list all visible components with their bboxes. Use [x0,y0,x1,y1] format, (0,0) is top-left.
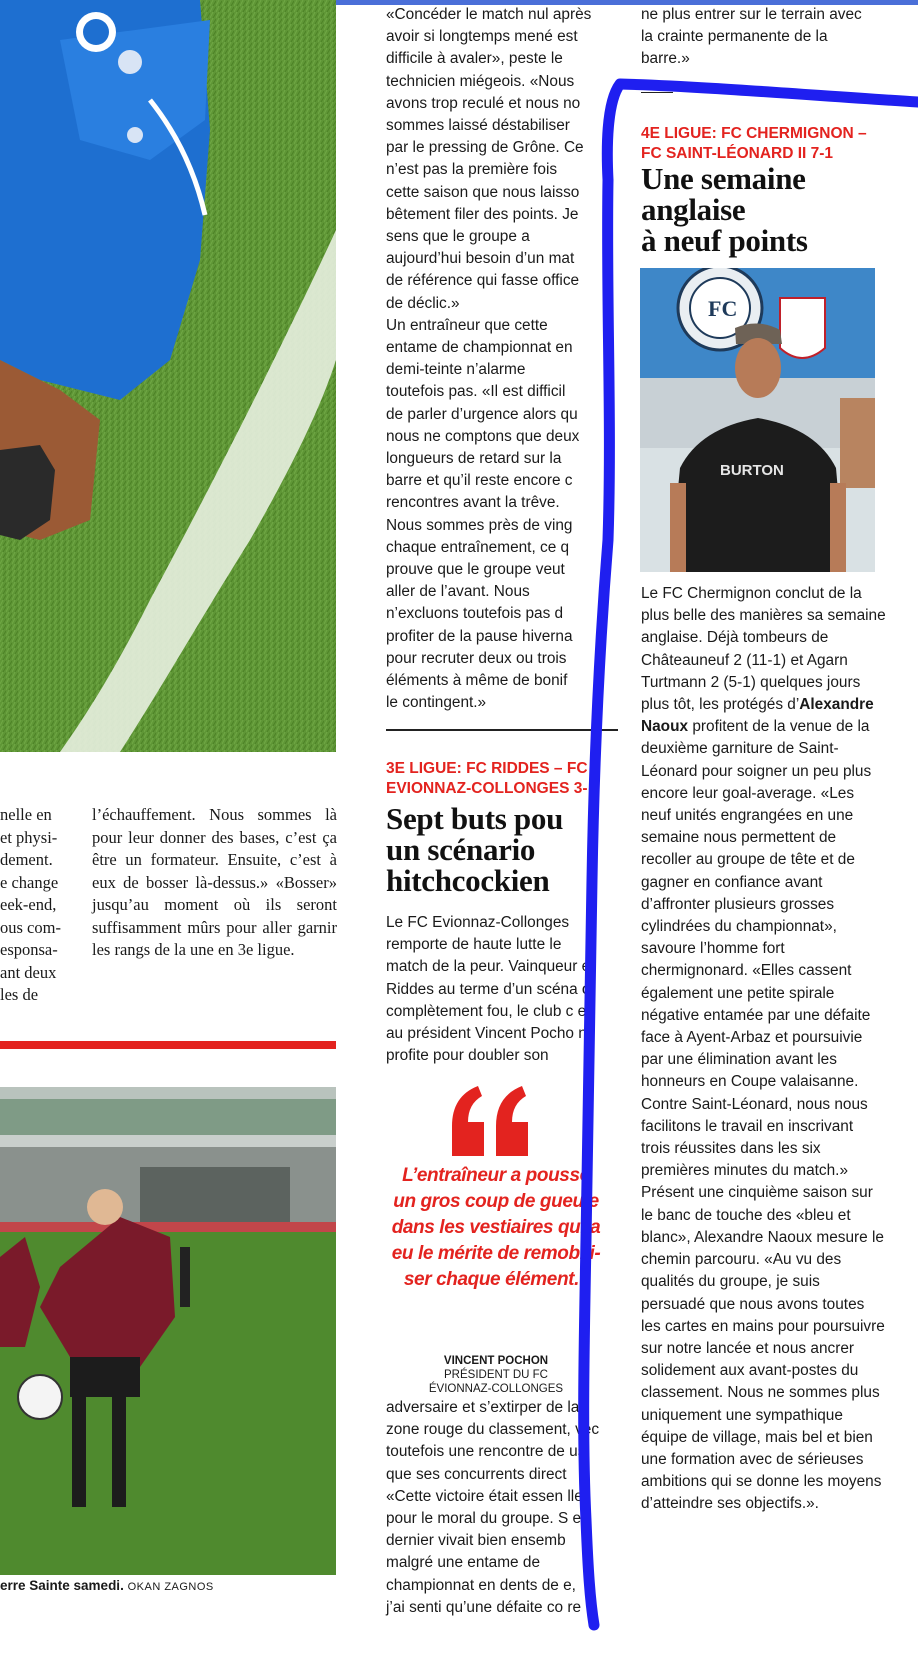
quote-author-role: PRÉSIDENT DU FC ÉVIONNAZ-COLLONGES [428,1369,564,1395]
middle-article-body: «Concéder le match nul après avoir si longtemps mené est difficile à avaler», peste le technicien miégeois. «Nous avons trop reculé et nous no sommes laissé déstabiliser par le pressing de Grône. Ce n’est pas la première fois cette saison que nous laisso bêtement filer des points. Je sens que le groupe a aujourd’hui besoin d’un mat de référence qui fasse office de déclic.» Un entraîneur que cette entame de championnat en demi-teinte n’alarme toutefois pas. «Il est difficil de parler d’urgence alors qu nous ne comptons que deux longueurs de retard sur la barre et qu’il reste encore c rencontres avant la trêve. Nous sommes près de ving chaque entraînement, ce q prouve que le groupe veut aller de l’avant. Nous n’excluons toutefois pas d profiter de la pause hiverna pour recruter deux ou trois éléments à même de bonif le contingent.» [386,6,592,712]
article3-body-rest: profitent de la venue de la deuxième garniture de Saint-Léonard pour soigner un peu plus encore leur goal-average. «Les neuf unités engrangées en une semaine nous permettent de recoller au groupe de tête et de gagner en confiance avant d’affronter plusieurs grosses cylindrées du championnat», savoure l’homme fort chermignonard. «Elles cassent également une petite spirale négative entamée par une défaite face à Ayent-Arbaz et poursuivie par une élimination avant les honneurs en Coupe valaisanne. Contre Saint-Léonard, nous nous facilitons le travail en inscrivant trois réussites dans les six premières minutes du match.» Présent une cinquième saison sur le banc de touche des «bleu et blanc», Alexandre Naoux mesure le chemin parcouru. «Au vu des qualités du groupe, je suis persuadé que nous avons toutes les cartes en mains pour poursuivre sur notre lancée et nous ancrer solidement aux avant-postes du classement. Nous ne sommes plus uniquement une sympathique équipe de village, mais bel et bien une formation avec de sérieuses ambitions qui se donne les moyens d’atteindre ses objectifs.». [641,718,885,1513]
left-fragment-line: et physi- [0,827,58,847]
photo-credit: OKAN ZAGNOS [127,1581,214,1593]
article3-kicker: 4E LIGUE: FC CHERMIGNON – FC SAINT-LÉONARD II 7-1 [641,125,867,162]
coach-portrait-photo [640,268,875,572]
left-fragment-line: ant deux [0,962,57,982]
article3-headline: Une semaine anglaise à neuf points [641,161,808,258]
quote-mark-icon [448,1086,532,1156]
shirt-logo-text: BURTON [720,462,784,479]
match-photo-bottom [0,1087,336,1575]
right-article-end: ne plus entrer sur le terrain avec la crainte permanente de la barre.» [641,6,862,68]
left-fragment-line: dement. [0,850,53,869]
left-fragment-line: nelle en [0,805,52,824]
red-divider [0,1041,336,1049]
pull-quote: L’entraîneur a poussé un gros coup de gueule dans les vestiaires qui a eu le mérite de remobili- ser chaque élément.” [391,1165,601,1290]
article-divider-right [641,92,673,93]
left-fragment-line: eek-end, [0,895,57,914]
article3-body [641,583,886,1516]
article3-body-intro: Le FC Chermignon conclut de la plus belle des manières sa semaine anglaise. Déjà tombeurs de Châteauneuf 2 (11-1) et Agarn Turtmann 2 (5-1) quelques jours plus tôt, les protégés d’ [641,585,886,714]
article2-body: Le FC Evionnaz-Collonges remporte de haute lutte le match de la peur. Vainqueur e Riddes au terme d’un scéna o complètement fou, le club c er au président Vincent Pocho n profite pour doubler son [386,914,592,1065]
left-fragment-line: esponsa- [0,940,58,959]
left-fragment-line: les de [0,985,39,1004]
left-fragment-line: e change [0,872,59,892]
player-photo-top [0,0,336,752]
left-column-fragment [0,804,84,1007]
left-article-continuation: l’échauffement. Nous sommes là pour leur donner des bases, c’est ça être un formateur. Ensuite, c’est à eux de bosser là-dessus.» «Bosser» jusqu’au moment où ils seront suffisamment mûrs pour aller garnir les rangs de la une en 3e ligue. [92,805,337,959]
article-divider [386,729,618,731]
caption-text: erre Sainte samedi. [0,1578,124,1593]
article2-kicker: 3E LIGUE: FC RIDDES – FC EVIONNAZ-COLLONGES 3- [386,760,588,797]
article2-body-continued: adversaire et s’extirper de la zone rouge du classement, vec toutefois une rencontre de us que ses concurrents direct «Cette victoire était essen lle pour le moral du groupe. S e dernier vivait bien ensemb malgré une entame de championnat en dents de e, j’ai senti qu’une défaite co re [386,1399,600,1616]
club-sign-text: FC [708,296,738,321]
coach-name: Alexandre Naoux [641,696,874,736]
article2-headline: Sept buts pou un scénario hitchcockien [386,801,564,898]
quote-author: VINCENT POCHON [443,1355,549,1367]
left-fragment-line: ous com- [0,917,61,937]
photo-caption [0,1577,336,1596]
